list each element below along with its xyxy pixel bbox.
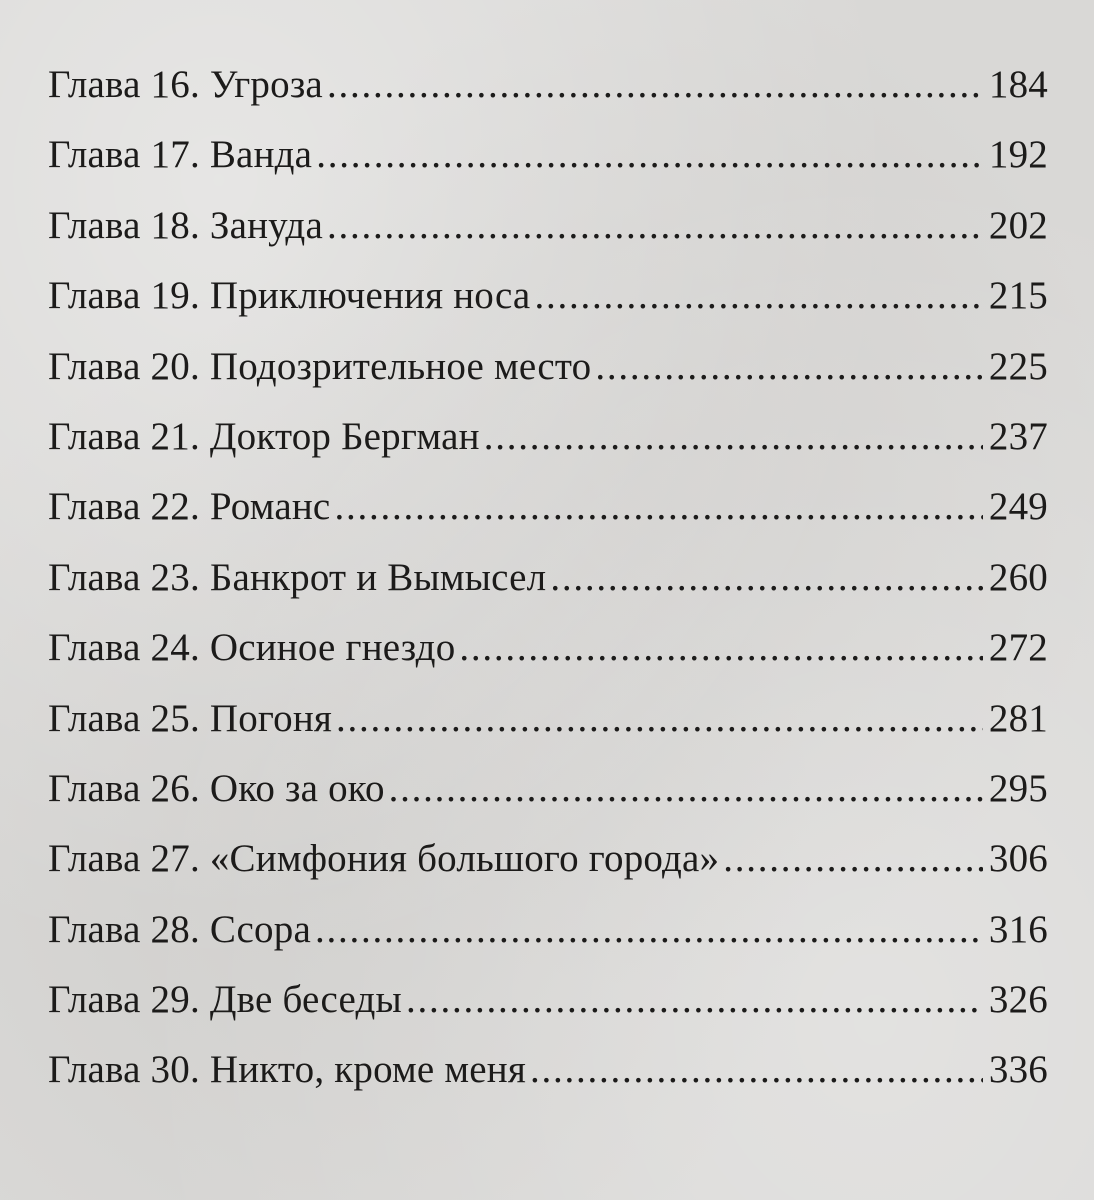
page-number: 192 (988, 133, 1048, 177)
page-number: 260 (988, 555, 1048, 599)
toc-entry (48, 472, 1048, 542)
toc-entry (48, 613, 1048, 683)
dot-leader (484, 402, 983, 472)
dot-leader (723, 824, 983, 894)
dot-leader (406, 965, 983, 1035)
chapter-title: Глава 17. Ванда (48, 133, 313, 177)
toc-entry (48, 824, 1048, 894)
page-number: 295 (988, 766, 1048, 810)
toc-entry (48, 684, 1048, 754)
chapter-title: Глава 30. Никто, кроме меня (48, 1048, 526, 1092)
page-number: 336 (988, 1048, 1048, 1092)
page-number: 272 (988, 626, 1048, 670)
chapter-title: Глава 19. Приключения носа (48, 274, 531, 318)
toc-entry (48, 895, 1048, 965)
page-number: 249 (988, 485, 1048, 529)
chapter-title: Глава 16. Угроза (48, 63, 323, 106)
dot-leader (327, 191, 983, 261)
chapter-title: Глава 21. Доктор Бергман (48, 414, 480, 458)
chapter-title: Глава 29. Две беседы (48, 978, 402, 1022)
toc-entry (48, 261, 1048, 331)
chapter-title: Глава 24. Осиное гнездо (48, 626, 456, 670)
toc-entry (48, 120, 1048, 190)
chapter-title: Глава 25. Погоня (48, 696, 333, 740)
toc-entry (48, 402, 1048, 472)
page-number: 202 (988, 203, 1048, 247)
chapter-title: Глава 28. Ссора (48, 907, 311, 951)
page-number: 225 (988, 344, 1048, 388)
dot-leader (550, 543, 983, 613)
toc-entry (48, 543, 1048, 613)
toc-entry (48, 965, 1048, 1035)
chapter-title: Глава 22. Романс (48, 485, 331, 529)
toc-entry (48, 191, 1048, 261)
dot-leader (389, 754, 983, 824)
toc-entry (48, 754, 1048, 824)
dot-leader (316, 120, 983, 190)
dot-leader (315, 895, 983, 965)
dot-leader (530, 1035, 983, 1105)
toc-entry (48, 50, 1048, 120)
dot-leader (459, 613, 982, 683)
chapter-title: Глава 23. Банкрот и Вымысел (48, 555, 547, 599)
page-number: 215 (988, 274, 1048, 318)
page-number: 184 (988, 63, 1048, 106)
page-number: 326 (988, 978, 1048, 1022)
toc-entry (48, 332, 1048, 402)
table-of-contents (48, 50, 1048, 1106)
dot-leader (336, 684, 983, 754)
page-number: 237 (988, 414, 1048, 458)
page-number: 281 (988, 696, 1048, 740)
toc-entry (48, 1035, 1048, 1105)
chapter-title: Глава 26. Око за око (48, 766, 385, 810)
chapter-title: Глава 20. Подозрительное место (48, 344, 592, 388)
dot-leader (595, 332, 983, 402)
dot-leader (327, 50, 983, 120)
chapter-title: Глава 18. Зануда (48, 203, 323, 247)
dot-leader (534, 261, 982, 331)
page-number: 306 (988, 837, 1048, 881)
chapter-title: Глава 27. «Симфония большого города» (48, 837, 720, 881)
dot-leader (334, 472, 982, 542)
page-number: 316 (988, 907, 1048, 951)
